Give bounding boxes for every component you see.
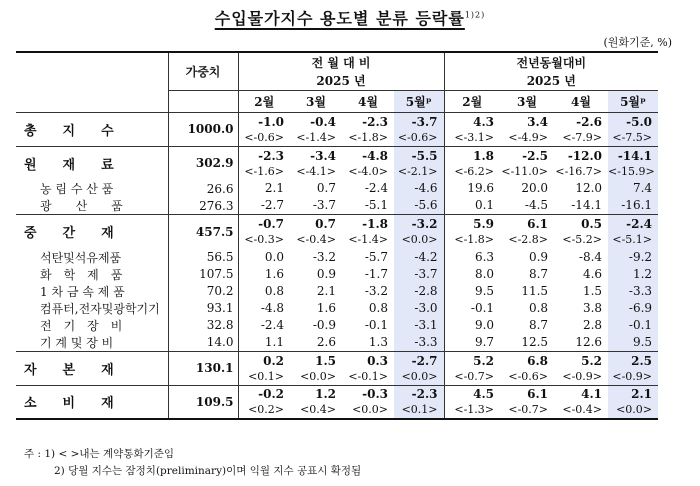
header-weight: 가중치 xyxy=(168,52,238,90)
yoy-value: 9.7 xyxy=(444,334,500,352)
yoy-value: 12.6 xyxy=(554,334,608,352)
mom-cell xyxy=(342,146,394,180)
header-month: 4월 xyxy=(342,90,394,112)
row-weight: 14.0 xyxy=(168,334,238,352)
mom-value: -2.4 xyxy=(238,317,290,334)
unit-label: (원화기준, %) xyxy=(603,36,672,49)
yoy-value: 8.7 xyxy=(528,317,549,332)
yoy-value: 8.0 xyxy=(444,266,500,283)
mom-value: -5.5 xyxy=(411,148,438,163)
mom-cell xyxy=(290,215,342,249)
mom-value: -5.7 xyxy=(364,249,388,264)
yoy-value: -0.1 xyxy=(608,317,658,334)
header-month: 4월 xyxy=(554,90,608,112)
title-text: 수입물가지수 용도별 분류 등락률 xyxy=(214,9,465,28)
mom-cell xyxy=(238,112,290,146)
mom-value: -2.8 xyxy=(394,283,444,300)
note-2-label: 2) xyxy=(54,465,65,477)
yoy-contract-value: <-6.2> xyxy=(454,164,495,178)
mom-cell xyxy=(342,351,394,385)
yoy-contract-value: <-7.9> xyxy=(562,130,603,144)
yoy-cell xyxy=(554,112,608,146)
mom-value: 1.5 xyxy=(315,353,336,368)
yoy-value: -3.3 xyxy=(608,283,658,300)
header-month: 3월 xyxy=(290,90,342,112)
row-weight: 56.5 xyxy=(168,249,238,266)
table-row xyxy=(16,180,658,197)
mom-cell xyxy=(342,112,394,146)
yoy-value: 4.5 xyxy=(473,387,495,402)
mom-cell xyxy=(238,385,290,419)
table-row xyxy=(16,249,658,266)
yoy-value: 3.8 xyxy=(582,300,603,315)
mom-value: -3.1 xyxy=(394,317,444,334)
yoy-value: 7.4 xyxy=(608,180,658,197)
yoy-cell xyxy=(444,351,500,385)
yoy-contract-value: <-2.8> xyxy=(508,233,549,247)
yoy-value: 6.1 xyxy=(527,387,549,402)
mom-contract-value: <-0.6> xyxy=(397,130,438,144)
mom-cell xyxy=(290,385,342,419)
header-mom-year: 2025 년 xyxy=(238,72,444,90)
row-label: 농 림 수 산 품 xyxy=(40,182,114,196)
yoy-value: -16.1 xyxy=(608,197,658,215)
yoy-contract-value: <0.0> xyxy=(616,403,653,417)
mom-contract-value: <0.0> xyxy=(401,369,438,383)
mom-value: -3.3 xyxy=(394,334,444,352)
yoy-value: 9.5 xyxy=(608,334,658,352)
yoy-value: 0.8 xyxy=(528,300,549,315)
header-yoy: 전년동월대비 xyxy=(444,52,658,72)
yoy-contract-value: <-4.9> xyxy=(508,130,549,144)
row-weight: 276.3 xyxy=(168,197,238,215)
mom-value: -2.3 xyxy=(362,114,388,129)
yoy-contract-value: <-0.7> xyxy=(508,403,549,417)
mom-value: -4.8 xyxy=(238,300,290,317)
mom-value: 1.1 xyxy=(238,334,290,352)
mom-value: -5.6 xyxy=(394,197,444,215)
yoy-cell xyxy=(500,351,554,385)
mom-cell xyxy=(394,385,444,419)
mom-value: -0.7 xyxy=(258,217,284,232)
mom-value: 0.8 xyxy=(368,300,388,315)
yoy-value: 5.2 xyxy=(473,353,495,368)
mom-value: -5.1 xyxy=(342,197,394,215)
yoy-contract-value: <-16.7> xyxy=(555,164,603,178)
mom-cell xyxy=(394,112,444,146)
row-weight: 130.1 xyxy=(168,351,238,385)
row-weight: 107.5 xyxy=(168,266,238,283)
yoy-value: 4.3 xyxy=(473,114,495,129)
yoy-contract-value: <-5.2> xyxy=(562,233,603,247)
yoy-value: 9.0 xyxy=(444,317,500,334)
mom-cell xyxy=(342,215,394,249)
mom-value: -2.3 xyxy=(411,387,438,402)
yoy-cell xyxy=(554,351,608,385)
mom-contract-value: <0.0> xyxy=(300,369,336,383)
row-label: 1 차 금 속 제 품 xyxy=(40,284,125,299)
yoy-value: -0.1 xyxy=(444,300,500,317)
yoy-value: -14.1 xyxy=(554,197,608,215)
yoy-value: -6.9 xyxy=(608,300,658,317)
yoy-value: 2.8 xyxy=(582,317,603,332)
table-row xyxy=(16,197,658,215)
yoy-value: 2.1 xyxy=(631,387,653,402)
mom-value: -4.2 xyxy=(394,249,444,266)
yoy-cell xyxy=(608,112,658,146)
row-label: 기 계 및 장 비 xyxy=(40,335,114,350)
row-weight: 32.8 xyxy=(168,317,238,334)
yoy-cell xyxy=(500,215,554,249)
mom-value: -3.2 xyxy=(312,249,336,264)
mom-value: -4.6 xyxy=(394,180,444,197)
row-label: 화 학 제 품 xyxy=(40,267,123,282)
header-month: 5월ᵖ xyxy=(394,90,444,112)
yoy-contract-value: <-5.1> xyxy=(612,233,653,247)
yoy-value: 12.0 xyxy=(575,181,603,195)
yoy-cell xyxy=(500,146,554,180)
yoy-value: -2.6 xyxy=(576,114,603,129)
row-label: 전 기 장 비 xyxy=(40,318,123,333)
note-1-text: < >내는 계약통화기준임 xyxy=(58,448,175,460)
mom-cell xyxy=(290,351,342,385)
yoy-value: 6.8 xyxy=(527,353,549,368)
yoy-value: 2.5 xyxy=(631,353,653,368)
table-row xyxy=(16,112,658,146)
mom-contract-value: <-4.0> xyxy=(348,164,388,178)
header-yoy-year: 2025 년 xyxy=(444,72,658,90)
yoy-contract-value: <-0.9> xyxy=(612,369,653,383)
mom-cell xyxy=(290,112,342,146)
mom-value: 1.6 xyxy=(316,300,336,315)
yoy-cell xyxy=(554,215,608,249)
yoy-cell xyxy=(444,146,500,180)
yoy-cell xyxy=(608,146,658,180)
note-1-label: 주 : 1) xyxy=(24,448,56,460)
yoy-value: -2.4 xyxy=(626,217,653,232)
mom-contract-value: <-1.4> xyxy=(296,130,336,144)
yoy-value: 8.7 xyxy=(528,266,549,281)
mom-contract-value: <-1.8> xyxy=(348,130,388,144)
yoy-contract-value: <-15.9> xyxy=(608,164,655,178)
mom-value: -1.8 xyxy=(362,217,388,232)
mom-contract-value: <0.1> xyxy=(248,369,284,383)
yoy-cell xyxy=(554,146,608,180)
yoy-value: 0.1 xyxy=(444,197,500,215)
yoy-contract-value: <-1.3> xyxy=(454,403,495,417)
table-body xyxy=(16,112,658,419)
table-row xyxy=(16,283,658,300)
yoy-value: 6.1 xyxy=(527,217,549,232)
mom-contract-value: <0.4> xyxy=(300,403,336,417)
row-weight: 93.1 xyxy=(168,300,238,317)
mom-value: 0.0 xyxy=(238,249,290,266)
mom-contract-value: <0.0> xyxy=(401,233,438,247)
mom-contract-value: <0.0> xyxy=(352,403,388,417)
yoy-cell xyxy=(608,385,658,419)
yoy-cell xyxy=(444,112,500,146)
yoy-value: -14.1 xyxy=(617,148,653,163)
header-mom: 전 월 대 비 xyxy=(238,52,444,72)
row-label: 소 비 재 xyxy=(16,385,168,419)
yoy-cell xyxy=(444,215,500,249)
mom-value: 2.1 xyxy=(316,283,336,298)
yoy-value: 6.3 xyxy=(444,249,500,266)
yoy-value: 3.4 xyxy=(527,114,549,129)
mom-cell xyxy=(238,351,290,385)
yoy-contract-value: <-7.5> xyxy=(612,130,653,144)
yoy-contract-value: <-0.4> xyxy=(562,403,603,417)
mom-value: 0.9 xyxy=(316,266,336,281)
yoy-value: -9.2 xyxy=(608,249,658,266)
yoy-value: 19.6 xyxy=(444,180,500,197)
table-row xyxy=(16,385,658,419)
yoy-value: 1.5 xyxy=(582,283,603,298)
header-month: 3월 xyxy=(500,90,554,112)
mom-contract-value: <-1.4> xyxy=(348,233,388,247)
yoy-cell xyxy=(608,351,658,385)
mom-value: -2.7 xyxy=(238,197,290,215)
mom-cell xyxy=(238,146,290,180)
mom-contract-value: <-0.3> xyxy=(244,233,284,247)
row-weight: 457.5 xyxy=(168,215,238,249)
yoy-value: 0.5 xyxy=(581,217,603,232)
table-row xyxy=(16,146,658,180)
yoy-cell xyxy=(444,385,500,419)
mom-cell xyxy=(394,215,444,249)
title-footnote-mark: 1)2) xyxy=(464,10,486,20)
mom-value: -0.1 xyxy=(364,317,388,332)
yoy-value: 1.8 xyxy=(473,148,495,163)
yoy-value: 12.5 xyxy=(500,334,554,352)
mom-contract-value: <-0.4> xyxy=(296,233,336,247)
mom-value: 0.3 xyxy=(367,353,388,368)
mom-contract-value: <-0.1> xyxy=(348,369,388,383)
footnotes xyxy=(16,446,361,480)
mom-value: -3.2 xyxy=(411,217,438,232)
row-weight: 302.9 xyxy=(168,146,238,180)
mom-value: -3.0 xyxy=(394,300,444,317)
row-label: 컴퓨터,전자및광학기기 xyxy=(40,301,160,316)
table-row xyxy=(16,215,658,249)
yoy-value: 1.2 xyxy=(608,266,658,283)
mom-cell xyxy=(290,146,342,180)
yoy-contract-value: <-1.8> xyxy=(454,233,495,247)
mom-value: -2.7 xyxy=(411,353,438,368)
mom-contract-value: <-0.6> xyxy=(244,130,284,144)
mom-value: -0.2 xyxy=(258,387,284,402)
row-label: 원 재 료 xyxy=(16,146,168,180)
table-row xyxy=(16,334,658,352)
row-weight: 26.6 xyxy=(168,180,238,197)
note-2-text: 당월 지수는 잠정치(preliminary)이며 익월 지수 공표시 확정됨 xyxy=(68,465,362,477)
yoy-value: -5.0 xyxy=(626,114,653,129)
mom-value: 0.7 xyxy=(315,217,336,232)
mom-value: -0.3 xyxy=(362,387,388,402)
mom-contract-value: <0.1> xyxy=(401,403,438,417)
mom-value: 0.7 xyxy=(316,181,336,195)
yoy-value: 5.9 xyxy=(473,217,495,232)
mom-contract-value: <-1.6> xyxy=(244,164,284,178)
header-month: 2월 xyxy=(444,90,500,112)
yoy-value: 9.5 xyxy=(444,283,500,300)
yoy-value: -2.5 xyxy=(522,148,549,163)
yoy-value: -12.0 xyxy=(567,148,603,163)
row-label: 총 지 수 xyxy=(16,112,168,146)
mom-value: -1.7 xyxy=(364,266,388,281)
yoy-value: -4.5 xyxy=(500,197,554,215)
row-weight: 109.5 xyxy=(168,385,238,419)
mom-cell xyxy=(394,146,444,180)
row-weight: 1000.0 xyxy=(168,112,238,146)
header-weight-blank xyxy=(168,90,238,112)
page-title xyxy=(0,6,700,29)
mom-value: 0.8 xyxy=(238,283,290,300)
mom-value: -3.4 xyxy=(310,148,336,163)
mom-value: -0.4 xyxy=(310,114,336,129)
mom-value: 1.3 xyxy=(342,334,394,352)
row-weight: 70.2 xyxy=(168,283,238,300)
mom-value: -0.9 xyxy=(312,317,336,332)
yoy-value: 11.5 xyxy=(521,283,549,298)
mom-value: 1.6 xyxy=(238,266,290,283)
yoy-value: 5.2 xyxy=(581,353,603,368)
mom-contract-value: <0.2> xyxy=(248,403,284,417)
mom-value: 2.6 xyxy=(290,334,342,352)
mom-cell xyxy=(342,385,394,419)
yoy-cell xyxy=(500,385,554,419)
yoy-value: 0.9 xyxy=(528,249,549,264)
header-month: 2월 xyxy=(238,90,290,112)
yoy-cell xyxy=(500,112,554,146)
mom-value: 0.2 xyxy=(263,353,284,368)
yoy-contract-value: <-0.6> xyxy=(508,369,549,383)
row-label: 중 간 재 xyxy=(16,215,168,249)
yoy-value: 4.6 xyxy=(582,266,603,281)
mom-value: 2.1 xyxy=(238,180,290,197)
yoy-value: -8.4 xyxy=(578,249,603,264)
row-label: 자 본 재 xyxy=(16,351,168,385)
table-row xyxy=(16,351,658,385)
mom-value: -1.0 xyxy=(258,114,284,129)
table-row xyxy=(16,266,658,283)
row-label: 광 산 품 xyxy=(40,199,123,213)
mom-value: -2.4 xyxy=(364,181,388,195)
mom-contract-value: <-4.1> xyxy=(296,164,336,178)
mom-value: -3.7 xyxy=(394,266,444,283)
header-month: 5월ᵖ xyxy=(608,90,658,112)
yoy-contract-value: <-3.1> xyxy=(454,130,495,144)
table-row xyxy=(16,317,658,334)
mom-contract-value: <-2.1> xyxy=(397,164,438,178)
import-price-table xyxy=(16,51,658,420)
mom-value: -2.3 xyxy=(258,148,284,163)
mom-value: -4.8 xyxy=(362,148,388,163)
yoy-value: 4.1 xyxy=(581,387,603,402)
mom-value: 1.2 xyxy=(315,387,336,402)
row-label: 석탄및석유제품 xyxy=(40,250,122,265)
mom-cell xyxy=(394,351,444,385)
header-corner xyxy=(16,52,168,112)
yoy-cell xyxy=(554,385,608,419)
mom-value: -3.7 xyxy=(411,114,438,129)
mom-value: -3.7 xyxy=(290,197,342,215)
mom-value: -3.2 xyxy=(364,283,388,298)
yoy-contract-value: <-11.0> xyxy=(501,164,549,178)
yoy-contract-value: <-0.9> xyxy=(562,369,603,383)
yoy-cell xyxy=(608,215,658,249)
table-row xyxy=(16,300,658,317)
yoy-contract-value: <-0.7> xyxy=(454,369,495,383)
mom-cell xyxy=(238,215,290,249)
yoy-value: 20.0 xyxy=(521,181,549,195)
